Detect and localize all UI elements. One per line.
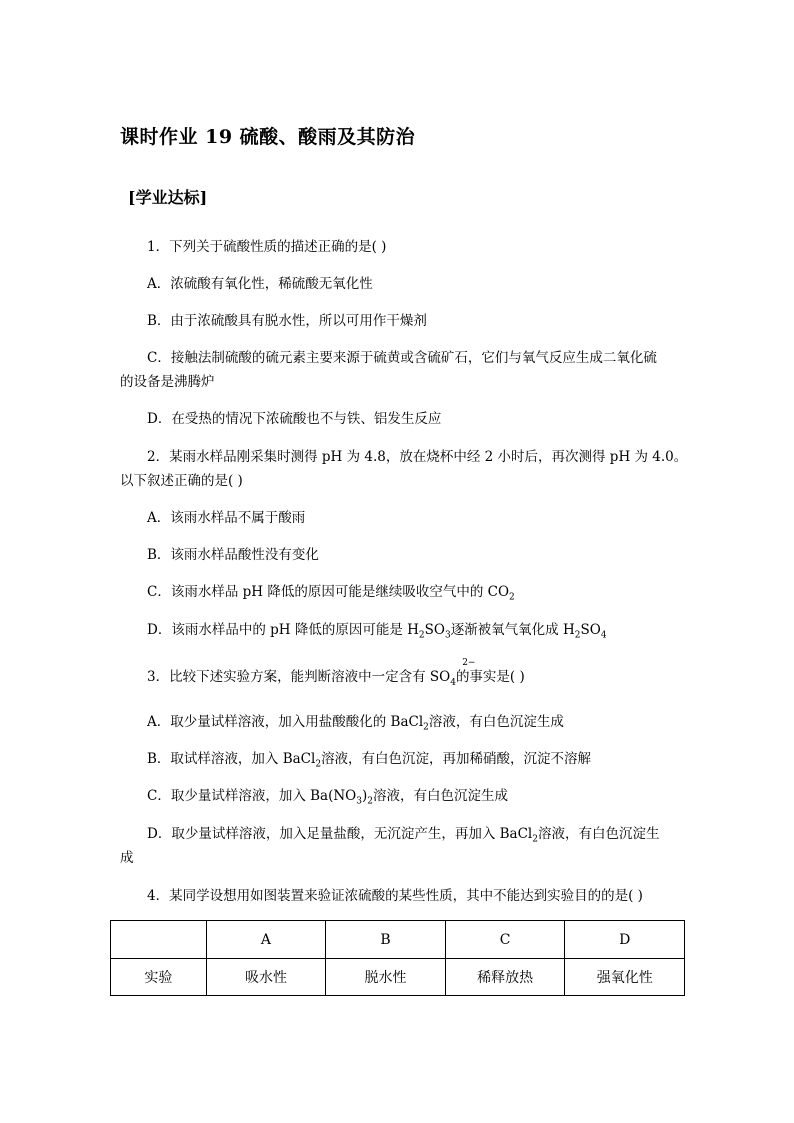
q3-option-a-text2: 溶液，有白色沉淀生成 xyxy=(428,714,564,730)
table-cell: 强氧化性 xyxy=(565,959,685,996)
q2-option-a: A．该雨水样品不属于酸雨 xyxy=(147,510,306,526)
q1-option-c-line2: 的设备是沸腾炉 xyxy=(120,374,215,390)
table-header-cell xyxy=(111,921,207,959)
q2-option-d-so-2: SO xyxy=(580,622,601,638)
q3-option-d-line2: 成 xyxy=(120,850,134,866)
q2-option-c xyxy=(147,583,515,601)
sulfate-charge: 2− xyxy=(462,658,476,668)
q3-option-c-text2: 溶液，有白色沉淀生成 xyxy=(373,788,508,804)
q3-option-b xyxy=(147,750,591,768)
q3-stem-text: 3．比较下述实验方案，能判断溶液中一定含有 SO xyxy=(147,669,451,685)
q3-option-c-text: C．取少量试样溶液，加入 Ba(NO xyxy=(147,788,357,804)
q2-stem-line1: 2．某雨水样品刚采集时测得 pH 为 4.8，放在烧杯中经 2 小时后，再次测得 pH 为 4.0。 xyxy=(147,449,688,465)
q3-stem-text2: 的事实是( ) xyxy=(455,669,525,685)
q2-option-d-text: D．该雨水样品中的 pH 降低的原因可能是 H xyxy=(147,622,419,638)
table-header-cell: A xyxy=(206,921,326,959)
q2-option-d-sub3: 2 xyxy=(574,630,581,641)
q3-option-d-line1 xyxy=(147,825,659,843)
table-header-row xyxy=(111,921,685,959)
sulfate-ion xyxy=(450,658,476,688)
q3-option-c-paren: ) xyxy=(361,788,368,804)
q2-option-d xyxy=(147,621,607,639)
q3-stem xyxy=(147,658,525,688)
q3-option-a-text: A．取少量试样溶液，加入用盐酸酸化的 BaCl xyxy=(147,714,424,730)
table-cell: 脱水性 xyxy=(326,959,446,996)
table-cell: 吸水性 xyxy=(206,959,326,996)
q3-option-c xyxy=(147,787,508,805)
q2-option-d-sub1: 2 xyxy=(418,630,425,641)
q2-option-d-text2: 逐渐被氧气氧化成 H xyxy=(450,622,575,638)
q4-stem: 4．某同学设想用如图装置来验证浓硫酸的某些性质，其中不能达到实验目的的是( ) xyxy=(147,888,643,904)
q3-option-a-sub: 2 xyxy=(423,722,429,733)
q1-option-c-line1: C．接触法制硫酸的硫元素主要来源于硫黄或含硫矿石，它们与氧气反应生成二氧化硫 xyxy=(147,350,657,366)
section-heading: [学业达标] xyxy=(128,188,208,207)
q2-option-c-text: C．该雨水样品 pH 降低的原因可能是继续吸收空气中的 CO xyxy=(147,584,510,600)
q3-option-d-sub: 2 xyxy=(532,834,538,845)
table-row xyxy=(111,959,685,996)
options-table xyxy=(110,920,685,996)
q3-option-c-sub: 3 xyxy=(356,796,362,807)
sulfate-sub: 4 xyxy=(450,678,456,688)
q3-option-d-text2: 溶液，有白色沉淀生 xyxy=(537,826,660,842)
q3-option-c-sub2: 2 xyxy=(367,796,373,807)
q2-option-b: B．该雨水样品酸性没有变化 xyxy=(147,547,319,563)
q3-option-d-text: D．取少量试样溶液，加入足量盐酸，无沉淀产生，再加入 BaCl xyxy=(147,826,533,842)
table-cell: 稀释放热 xyxy=(445,959,565,996)
table-header-cell: D xyxy=(565,921,685,959)
q1-option-a: A．浓硫酸有氧化性，稀硫酸无氧化性 xyxy=(147,276,373,292)
q3-option-a xyxy=(147,713,564,731)
q1-option-b: B．由于浓硫酸具有脱水性，所以可用作干燥剂 xyxy=(147,313,427,329)
q2-option-d-sub2: 3 xyxy=(444,630,451,641)
q1-stem: 1．下列关于硫酸性质的描述正确的是( ) xyxy=(147,239,387,255)
q3-option-b-text: B．取试样溶液，加入 BaCl xyxy=(147,751,316,767)
table-header-cell: C xyxy=(445,921,565,959)
q2-option-d-sub4: 4 xyxy=(600,630,607,641)
q1-option-d: D．在受热的情况下浓硫酸也不与铁、铝发生反应 xyxy=(147,411,442,427)
q2-option-d-so-1: SO xyxy=(424,622,445,638)
q3-option-b-sub: 2 xyxy=(315,759,322,770)
table-header-cell: B xyxy=(326,921,446,959)
q2-option-c-sub: 2 xyxy=(509,592,515,603)
table-cell: 实验 xyxy=(111,959,207,996)
q3-option-b-text2: 溶液，有白色沉淀，再加稀硝酸，沉淀不溶解 xyxy=(321,751,592,767)
q2-stem-line2: 以下叙述正确的是( ) xyxy=(120,473,243,489)
page-title: 课时作业 19 硫酸、酸雨及其防治 xyxy=(120,126,416,148)
